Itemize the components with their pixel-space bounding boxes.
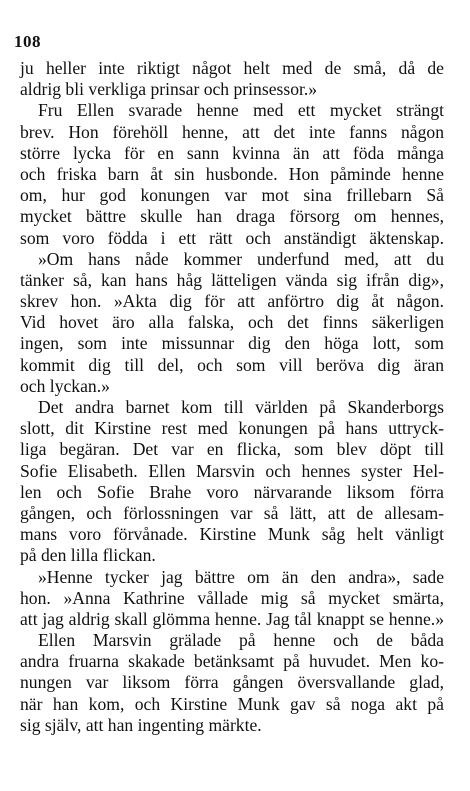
body-text bbox=[20, 58, 444, 736]
text-line: nungen var liksom förra gången översvallande glad, bbox=[20, 672, 444, 693]
text-line: Det andra barnet kom till världen på Skanderborgs bbox=[38, 397, 444, 417]
text-line: liga begäran. Det var en flicka, som blev döpt till bbox=[20, 439, 444, 460]
text-line: när han kom, och Kirstine Munk gav så noga akt på bbox=[20, 693, 444, 714]
text-line: och friska barn åt sin husbonde. Hon påminde henne bbox=[20, 163, 444, 184]
text-line: kommit dig till del, och som vill beröva dig äran bbox=[20, 354, 444, 375]
text-line: ju heller inte riktigt något helt med de små, då de bbox=[20, 58, 444, 78]
text-line: hon. »Anna Kathrine vållade mig så mycket smärta, bbox=[20, 587, 444, 608]
text-line: Fru Ellen svarade henne med ett mycket strängt bbox=[38, 100, 444, 121]
text-line: »Henne tycker jag bättre om än den andra», sade bbox=[38, 566, 444, 587]
text-line: och lyckan.» bbox=[20, 375, 110, 396]
text-line: Sofie Elisabeth. Ellen Marsvin och hennes syster Hel- bbox=[20, 460, 444, 481]
text-line: »Om hans nåde kommer underfund med, att du bbox=[38, 248, 444, 269]
text-line: skrev hon. »Akta dig för att anförtro dig åt någon. bbox=[20, 291, 444, 312]
text-line: mans voro förvånade. Kirstine Munk såg helt vänligt bbox=[20, 524, 444, 545]
text-line: att jag aldrig skall glömma henne. Jag tål knappt se henne.» bbox=[20, 608, 444, 629]
page-number: 108 bbox=[14, 32, 41, 51]
text-line: slott, dit Kirstine rest med konungen på hans uttryck- bbox=[20, 418, 444, 439]
text-line: aldrig bli verkliga prinsar och prinsessor.» bbox=[20, 79, 318, 100]
text-line: större lycka för en sann kvinna än att föda många bbox=[20, 142, 444, 163]
text-line: om, hur god konungen var mot sina frillebarn Så bbox=[20, 185, 444, 206]
text-line: på den lilla flickan. bbox=[20, 545, 156, 566]
text-line: sig själv, att han ingenting märkte. bbox=[20, 714, 262, 735]
text-line: Ellen Marsvin grälade på henne och de båda bbox=[38, 630, 444, 651]
text-line: brev. Hon förehöll henne, att det inte fanns någon bbox=[20, 121, 444, 142]
text-line: gången, och förlossningen var så lätt, att de allesam- bbox=[20, 502, 444, 523]
text-line: ingen, som inte missunnar dig den höga lott, som bbox=[20, 333, 444, 354]
text-line: mycket bättre skulle han draga försorg om hennes, bbox=[20, 206, 444, 227]
text-line: Vid hovet äro alla falska, och det finns säkerligen bbox=[20, 312, 444, 333]
text-line: som voro födda i ett rätt och anständigt äktenskap. bbox=[20, 227, 444, 248]
text-line: len och Sofie Brahe voro närvarande liksom förra bbox=[20, 481, 444, 502]
text-line: tänker så, kan hans håg lätteligen vända sig ifrån dig», bbox=[20, 269, 444, 290]
text-line: andra fruarna skakade betänksamt på huvudet. Men ko- bbox=[20, 651, 444, 672]
